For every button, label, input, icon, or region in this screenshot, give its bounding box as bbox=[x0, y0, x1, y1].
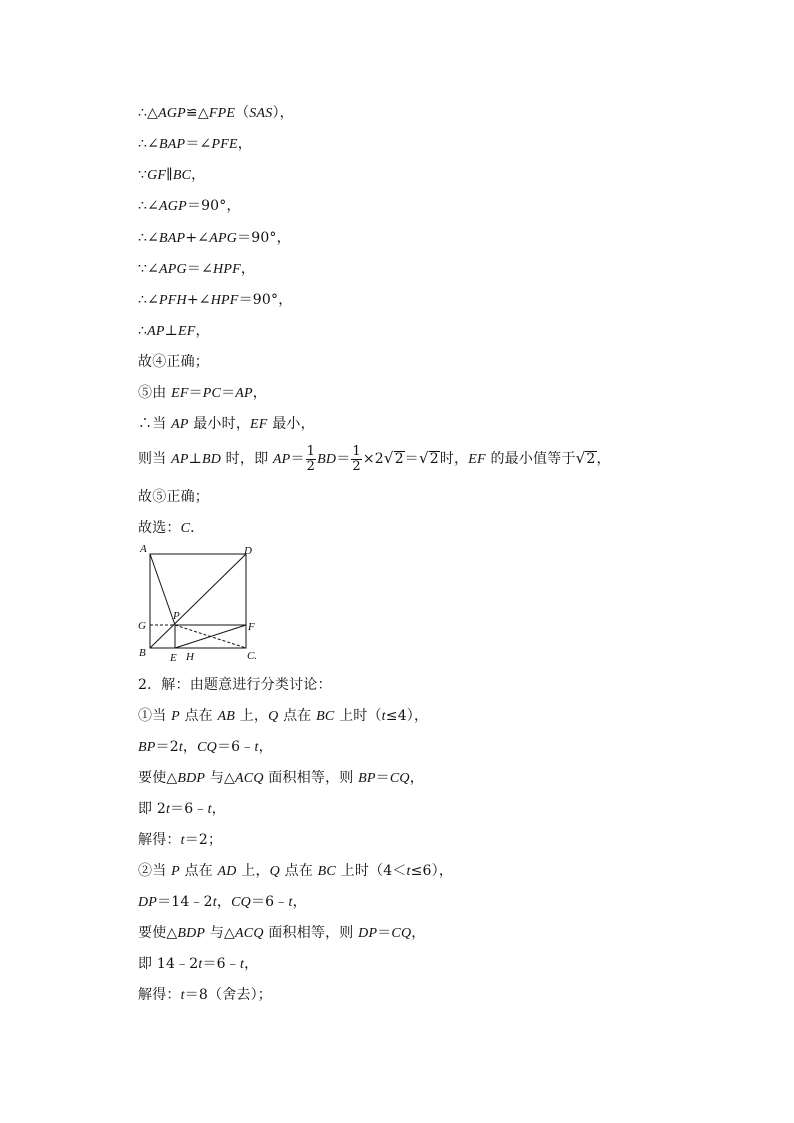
line-22: DP＝14﹣2t，CQ＝6﹣t， bbox=[138, 894, 307, 910]
line-11: ∴当 AP 最小时，EF 最小， bbox=[138, 416, 315, 432]
fraction-one-half: $\frac{1}{2}$ bbox=[306, 443, 316, 474]
label-b: B bbox=[139, 647, 146, 659]
radical-sign: √ bbox=[575, 449, 586, 467]
segment-ap bbox=[150, 554, 175, 625]
geometry-figure bbox=[138, 542, 262, 666]
line-6: ∵∠APG＝∠HPF， bbox=[138, 261, 256, 277]
line-4: ∴∠AGP＝90°， bbox=[138, 198, 241, 214]
line-13: 故⑤正确； bbox=[138, 489, 209, 505]
line-20: 解得：t＝2； bbox=[138, 832, 223, 848]
line-3: ∵GF∥BC， bbox=[138, 167, 206, 183]
line-1: ∴△AGP≌△FPE（SAS）， bbox=[138, 105, 294, 121]
line-23: 要使△BDP 与△ACQ 面积相等，则 DP＝CQ， bbox=[138, 925, 426, 941]
label-f: F bbox=[248, 621, 255, 633]
line-18: 要使△BDP 与△ACQ 面积相等，则 BP＝CQ， bbox=[138, 770, 424, 786]
line-5: ∴∠BAP+∠APG＝90°， bbox=[138, 230, 291, 246]
sqrt-radicand: 2 bbox=[394, 451, 404, 467]
line-25: 解得：t＝8（舍去）； bbox=[138, 987, 273, 1003]
line-19: 即 2t＝6﹣t， bbox=[138, 801, 226, 817]
label-h: H bbox=[186, 651, 194, 663]
radical-sign: √ bbox=[419, 449, 429, 467]
label-g: G bbox=[138, 620, 146, 632]
line-8: ∴AP⊥EF， bbox=[138, 323, 210, 339]
line-12-formula: 则当 AP⊥BD 时，即 AP＝ $\frac{1}{2}$ BD＝ $\frac{1}{2}$ ×2√2＝√2时，EF 的最小值等于√2， bbox=[138, 443, 611, 474]
line-14: 故选：C． bbox=[138, 520, 205, 536]
line-21: ②当 P 点在 AD 上，Q 点在 BC 上时（4＜t≤6）， bbox=[138, 863, 454, 879]
line-17: BP＝2t，CQ＝6﹣t， bbox=[138, 739, 273, 755]
label-c: C. bbox=[247, 650, 258, 662]
diagonal-bd bbox=[150, 554, 246, 648]
sqrt-radicand: 2 bbox=[586, 451, 596, 467]
line-15: 2．解：由题意进行分类讨论： bbox=[138, 677, 332, 693]
sqrt-radicand: 2 bbox=[429, 451, 439, 467]
line-7: ∴∠PFH+∠HPF＝90°， bbox=[138, 292, 293, 308]
label-p: P bbox=[173, 610, 180, 622]
label-e: E bbox=[170, 652, 177, 664]
line-9: 故④正确； bbox=[138, 354, 209, 370]
radical-sign: √ bbox=[383, 449, 394, 467]
line-2: ∴∠BAP＝∠PFE， bbox=[138, 136, 252, 152]
line-24: 即 14﹣2t＝6﹣t， bbox=[138, 956, 259, 972]
line-10: ⑤由 EF＝PC＝AP， bbox=[138, 385, 267, 401]
label-a: A bbox=[140, 543, 147, 555]
label-d: D bbox=[244, 545, 252, 557]
line-16: ①当 P 点在 AB 上，Q 点在 BC 上时（t≤4）， bbox=[138, 708, 429, 724]
fraction-one-half: $\frac{1}{2}$ bbox=[352, 443, 361, 474]
